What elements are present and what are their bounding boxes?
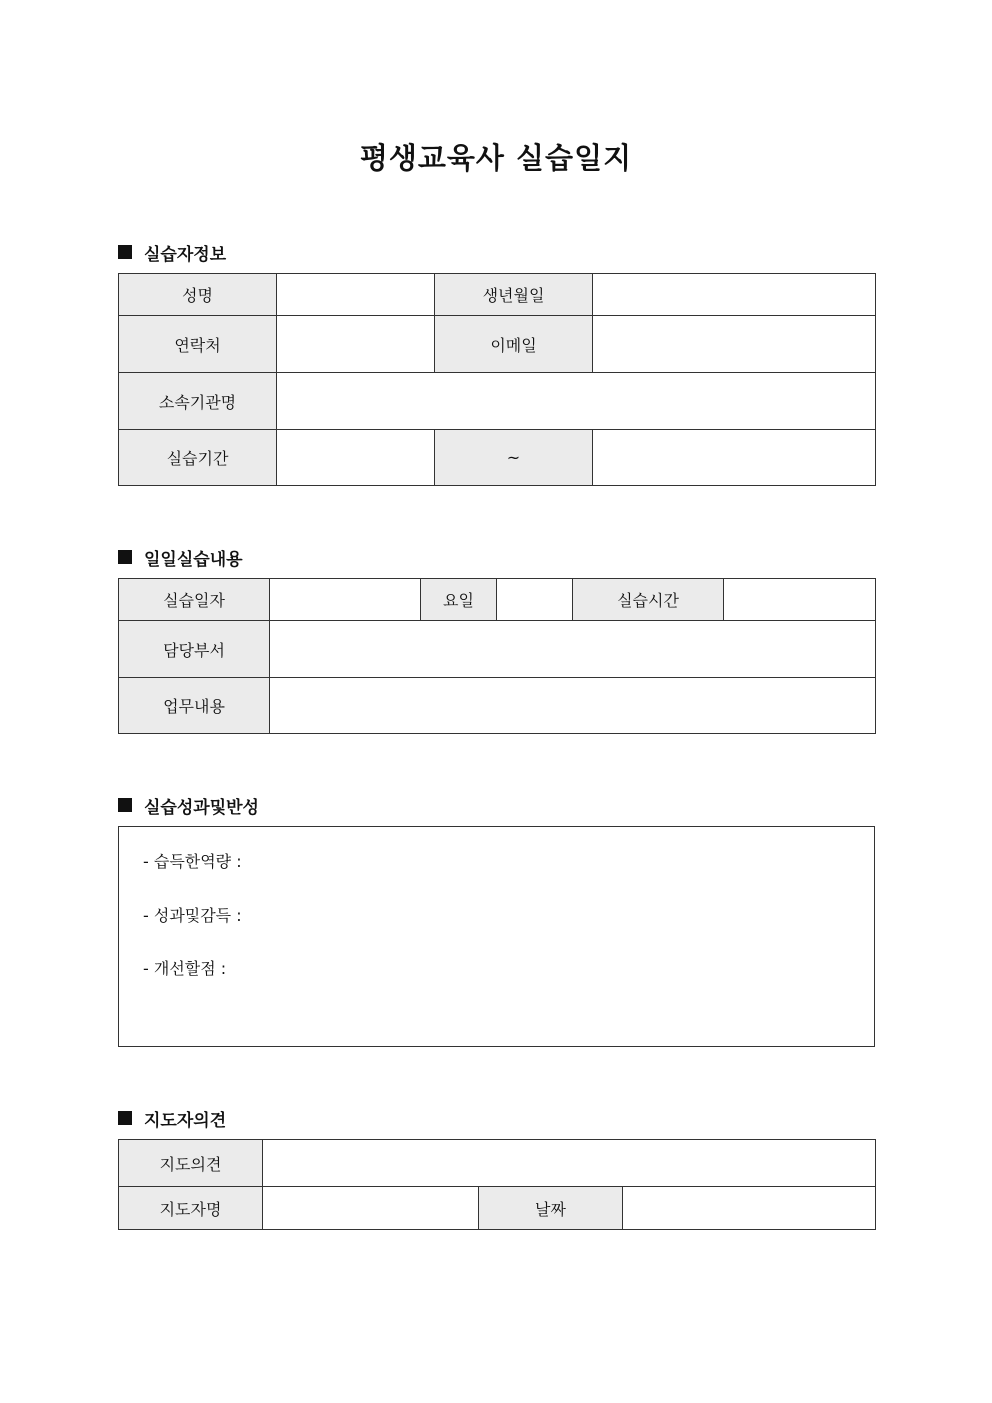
page-title: 평생교육사 실습일지 bbox=[359, 141, 633, 175]
section-heading-reflection bbox=[118, 793, 259, 817]
day-field[interactable] bbox=[497, 579, 573, 621]
org-field[interactable] bbox=[277, 373, 876, 430]
dept-field[interactable] bbox=[270, 621, 876, 678]
daily-table bbox=[118, 578, 876, 734]
name-label: 성명 bbox=[119, 274, 277, 316]
opinion-label: 지도의견 bbox=[119, 1140, 263, 1187]
supervisor-table bbox=[118, 1139, 876, 1230]
supervisor-name-field[interactable] bbox=[263, 1187, 479, 1230]
square-bullet-icon bbox=[118, 245, 132, 259]
trainee-info-table bbox=[118, 273, 876, 486]
reflection-item-skills: - 습득한역량 : bbox=[143, 852, 242, 871]
supervisor-date-field[interactable] bbox=[623, 1187, 876, 1230]
square-bullet-icon bbox=[118, 798, 132, 812]
reflection-item-improvements: - 개선할점 : bbox=[143, 959, 227, 978]
section-heading-text: 실습자정보 bbox=[144, 244, 227, 265]
time-field[interactable] bbox=[724, 579, 876, 621]
period-label: 실습기간 bbox=[119, 430, 277, 486]
contact-field[interactable] bbox=[277, 316, 435, 373]
birth-field[interactable] bbox=[593, 274, 876, 316]
contact-label: 연락처 bbox=[119, 316, 277, 373]
square-bullet-icon bbox=[118, 550, 132, 564]
section-heading-supervisor bbox=[118, 1106, 226, 1130]
reflection-item-results: - 성과및감득 : bbox=[143, 906, 242, 925]
task-field[interactable] bbox=[270, 678, 876, 734]
time-label: 실습시간 bbox=[573, 579, 724, 621]
section-heading-daily bbox=[118, 545, 243, 569]
period-start-field[interactable] bbox=[277, 430, 435, 486]
dept-label: 담당부서 bbox=[119, 621, 270, 678]
date-field[interactable] bbox=[270, 579, 421, 621]
org-label: 소속기관명 bbox=[119, 373, 277, 430]
section-heading-text: 일일실습내용 bbox=[144, 549, 243, 570]
birth-label: 생년월일 bbox=[435, 274, 593, 316]
supervisor-name-label: 지도자명 bbox=[119, 1187, 263, 1230]
supervisor-date-label: 날짜 bbox=[479, 1187, 623, 1230]
reflection-box[interactable] bbox=[118, 826, 875, 1047]
email-label: 이메일 bbox=[435, 316, 593, 373]
name-field[interactable] bbox=[277, 274, 435, 316]
day-label: 요일 bbox=[421, 579, 497, 621]
square-bullet-icon bbox=[118, 1111, 132, 1125]
period-end-field[interactable] bbox=[593, 430, 876, 486]
section-heading-text: 실습성과및반성 bbox=[144, 797, 259, 818]
section-heading-text: 지도자의견 bbox=[144, 1110, 227, 1131]
section-heading-trainee-info bbox=[118, 240, 226, 264]
email-field[interactable] bbox=[593, 316, 876, 373]
date-label: 실습일자 bbox=[119, 579, 270, 621]
period-separator: ~ bbox=[435, 430, 593, 486]
opinion-field[interactable] bbox=[263, 1140, 876, 1187]
task-label: 업무내용 bbox=[119, 678, 270, 734]
